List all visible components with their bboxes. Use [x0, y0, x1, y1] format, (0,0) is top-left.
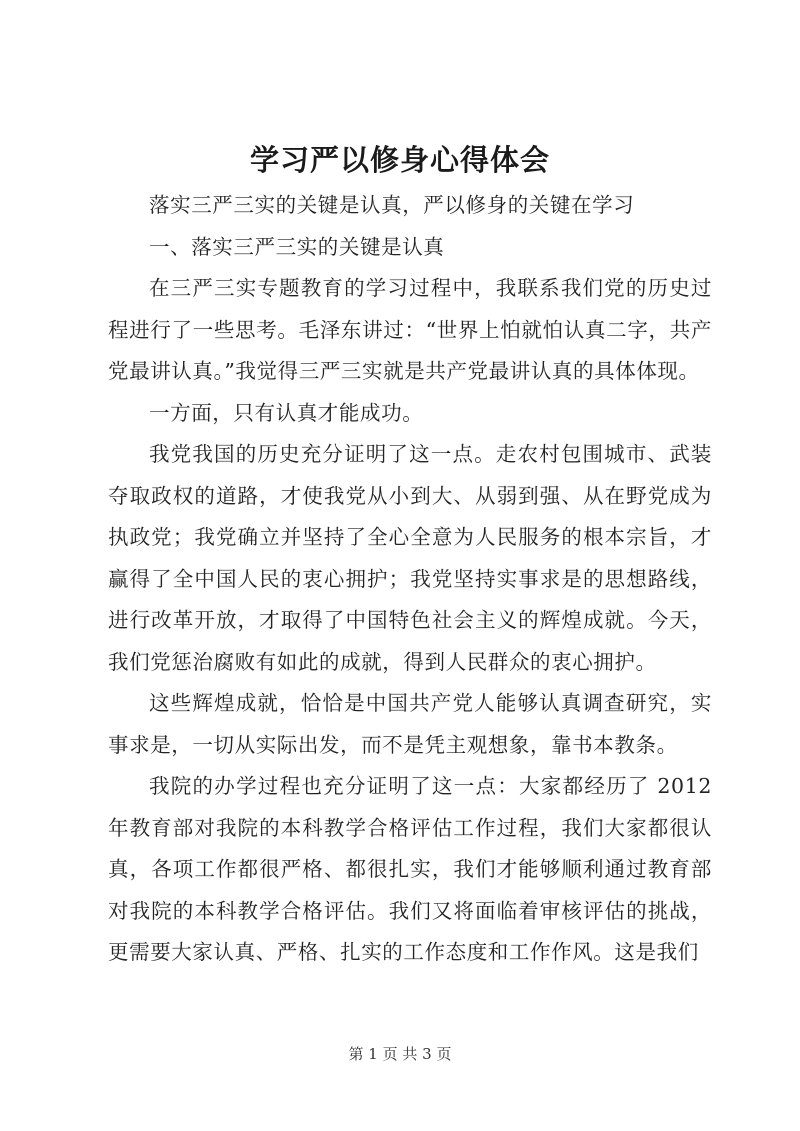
page-footer: 第 1 页 共 3 页 — [348, 1045, 452, 1063]
paragraph: 我院的办学过程也充分证明了这一点：大家都经历了 2012 年教育部对我院的本科教学合格评估工作过程，我们大家都很认真，各项工作都很严格、都很扎实，我们才能够顺利通过教育部对我院的本科教学合格评估。我们又将面临着审核评估的挑战，更需要大家认真、严格、扎实的工作态度和工作作风。这是我们 — [108, 774, 712, 964]
paragraph: 我党我国的历史充分证明了这一点。走农村包围城市、武装夺取政权的道路，才使我党从小到大、从弱到强、从在野党成为执政党；我党确立并坚持了全心全意为人民服务的根本宗旨，才赢得了全中国人民的衷心拥护；我党坚持实事求是的思想路线，进行改革开放，才取得了中国特色社会主义的辉煌成就。今天，我们党惩治腐败有如此的成就，得到人民群众的衷心拥护。 — [108, 442, 712, 674]
paragraph: 在三严三实专题教育的学习过程中，我联系我们党的历史过程进行了一些思考。毛泽东讲过：“世界上怕就怕认真二字，共产党最讲认真。”我觉得三严三实就是共产党最讲认真的具体体现。 — [108, 276, 712, 383]
paragraph: 这些辉煌成就，恰恰是中国共产党人能够认真调查研究，实事求是，一切从实际出发，而不是凭主观想象，靠书本教条。 — [108, 691, 712, 757]
document-body — [108, 185, 712, 974]
paragraph-section-heading: 一、落实三严三实的关键是认真 — [149, 234, 445, 259]
document-title: 学习严以修身心得体会 — [249, 143, 550, 177]
paragraph-subtitle: 落实三严三实的关键是认真，严以修身的关键在学习 — [149, 193, 635, 217]
paragraph: 一方面，只有认真才能成功。 — [149, 400, 424, 425]
